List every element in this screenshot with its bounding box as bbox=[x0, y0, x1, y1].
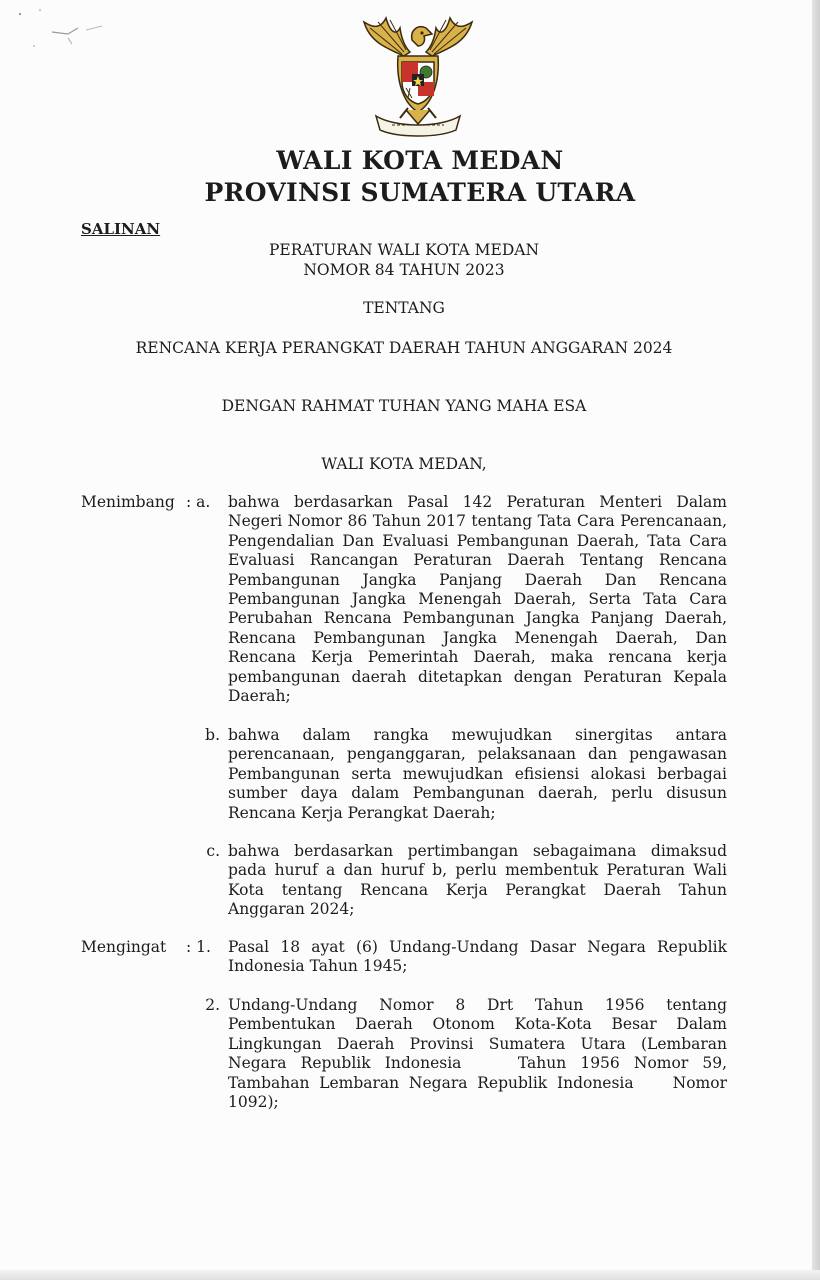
invocation: DENGAN RAHMAT TUHAN YANG MAHA ESA bbox=[221, 397, 587, 415]
page-bottom-shade bbox=[0, 1270, 820, 1280]
menimbang-marker-a: : a. bbox=[186, 493, 211, 511]
menimbang-label: Menimbang bbox=[81, 493, 175, 511]
issuer-title: WALI KOTA MEDAN bbox=[276, 146, 564, 175]
mengingat-label: Mengingat bbox=[81, 938, 167, 956]
issuer-province: PROVINSI SUMATERA UTARA bbox=[204, 178, 636, 207]
menimbang-item-c: bahwa berdasarkan pertimbangan sebagaimana dimaksud pada huruf a dan huruf b, perlu membentuk Peraturan Wali Kota tentang Rencana Kerja Perangkat Daerah Tahun Anggaran 2024; bbox=[228, 842, 727, 919]
regulation-number: NOMOR 84 TAHUN 2023 bbox=[303, 261, 505, 279]
page-edge-shadow bbox=[812, 0, 820, 1280]
menimbang-marker-b: b. bbox=[205, 726, 220, 744]
salinan-mark: SALINAN bbox=[81, 220, 161, 238]
mengingat-item-1: Pasal 18 ayat (6) Undang-Undang Dasar Negara Republik Indonesia Tahun 1945; bbox=[228, 938, 727, 976]
mengingat-marker-2: 2. bbox=[205, 996, 220, 1014]
garuda-emblem-icon bbox=[356, 12, 480, 140]
authority-line: WALI KOTA MEDAN, bbox=[321, 455, 487, 473]
tentang-heading: TENTANG bbox=[363, 299, 445, 317]
regulation-title: PERATURAN WALI KOTA MEDAN bbox=[268, 241, 540, 259]
menimbang-marker-c: c. bbox=[206, 842, 220, 860]
regulation-subject: RENCANA KERJA PERANGKAT DAERAH TAHUN ANGGARAN 2024 bbox=[135, 339, 673, 357]
mengingat-item-2: Undang-Undang Nomor 8 Drt Tahun 1956 tentang Pembentukan Daerah Otonom Kota-Kota Besar Dalam Lingkungan Daerah Provinsi Sumatera Utara (Lembaran Negara Republik Indonesia Tahun 1956 Nomor 59, Tambahan Lembaran Negara Republik Indonesia Nomor 1092); bbox=[228, 996, 732, 1112]
scan-speck-marks bbox=[14, 6, 114, 56]
menimbang-item-a: bahwa berdasarkan Pasal 142 Peraturan Menteri Dalam Negeri Nomor 86 Tahun 2017 tentang Tata Cara Perencanaan, Pengendalian Dan Evaluasi Pembangunan Daerah, Tata Cara Evaluasi Rancangan Peraturan Daerah Tentang Rencana Pembangunan Jangka Panjang Daerah Dan Rencana Pembangunan Jangka Menengah Daerah, Serta Tata Cara Perubahan Rencana Pembangunan Jangka Panjang Daerah, Rencana Pembangunan Jangka Menengah Daerah, Dan Rencana Kerja Pemerintah Daerah, maka rencana kerja pembangunan daerah ditetapkan dengan Peraturan Kepala Daerah; bbox=[228, 493, 727, 706]
menimbang-item-b: bahwa dalam rangka mewujudkan sinergitas antara perencanaan, penganggaran, pelaksanaan dan pengawasan Pembangunan serta mewujudkan efisiensi alokasi berbagai sumber daya dalam Pembangunan daerah, perlu disusun Rencana Kerja Perangkat Daerah; bbox=[228, 726, 727, 822]
mengingat-marker-1: : 1. bbox=[186, 938, 211, 956]
